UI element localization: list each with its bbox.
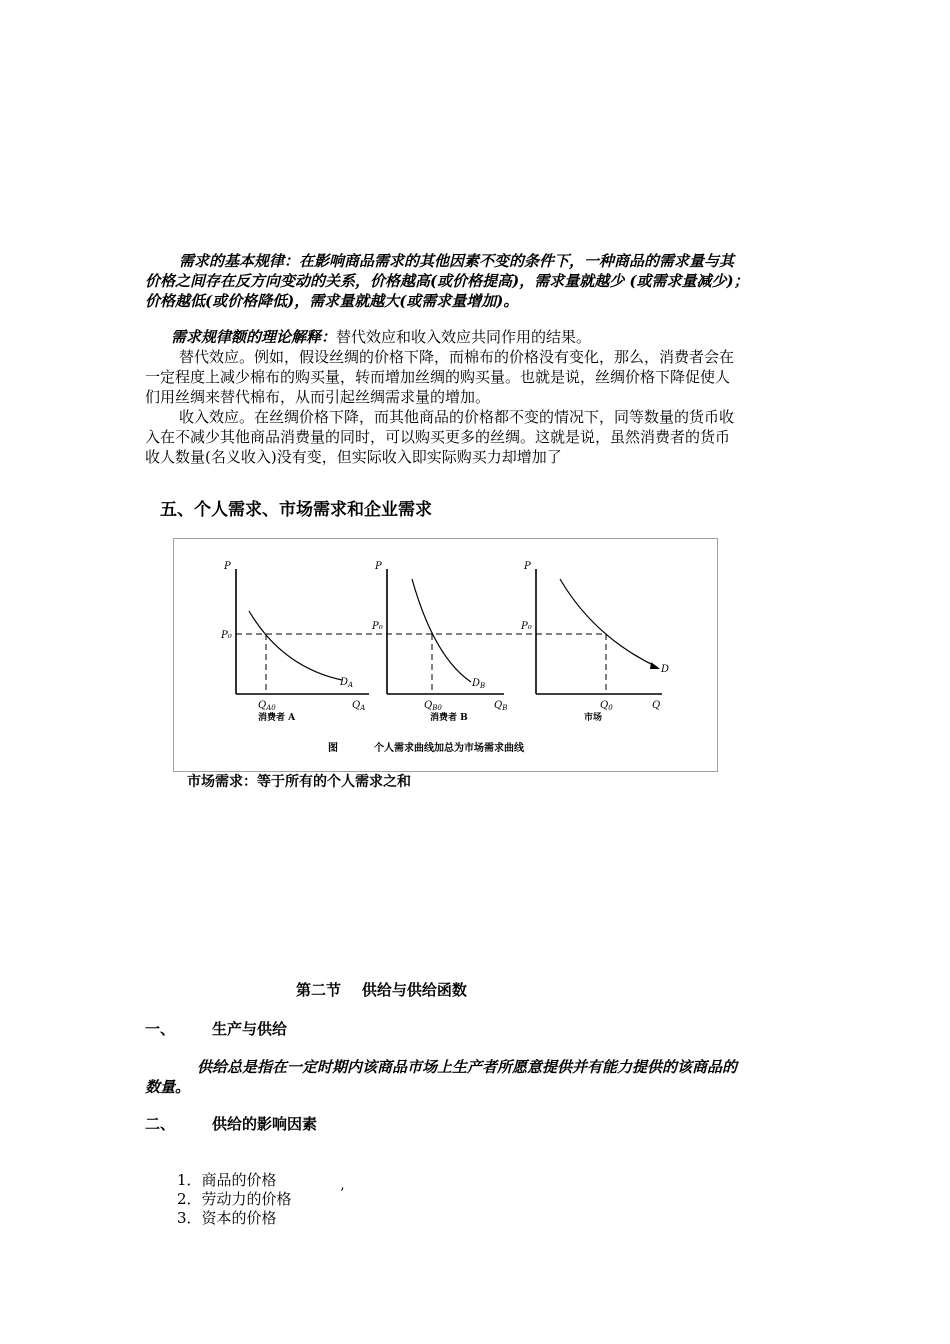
panel-consumer-a xyxy=(236,569,369,694)
figure-caption-label: 图 xyxy=(328,743,338,754)
panel-a-p0-label: P₀ xyxy=(221,630,232,641)
supply-factors-list xyxy=(177,1171,292,1228)
list-item: 2．劳动力的价格 xyxy=(177,1190,292,1208)
panel-b-curve-label xyxy=(471,678,485,690)
demand-law-block xyxy=(145,251,749,311)
section-2-number: 二、 xyxy=(145,1115,176,1133)
panel-a-qa0-label xyxy=(258,700,276,712)
demand-law-line-3: 价格越低(或价格降低)，需求量就越大(或需求量增加)。 xyxy=(145,292,519,310)
panel-c-q0-sub: 0 xyxy=(608,704,613,712)
income-line-1: 收入效应。在丝绸价格下降，而其他商品的价格都不变的情况下，同等数量的货币收 xyxy=(179,408,735,426)
panel-c-arrowhead xyxy=(650,662,660,669)
figure-caption-text: 个人需求曲线加总为市场需求曲线 xyxy=(374,743,524,754)
panel-c-p0-label: P₀ xyxy=(521,621,532,632)
income-line-2: 入在不减少其他商品消费量的同时，可以购买更多的丝绸。这就是说，虽然消费者的货币 xyxy=(145,428,731,446)
panel-consumer-b xyxy=(387,569,504,694)
supply-def-line-2: 数量。 xyxy=(145,1078,191,1096)
chapter-2-title: 第二节 供给与供给函数 xyxy=(296,981,467,999)
panel-a-curve-sub: A xyxy=(348,681,354,689)
income-line-3: 收人数量(名义收入)没有变，但实际收入即实际购买力却增加了 xyxy=(145,448,562,466)
panel-a-q-axis-label xyxy=(352,700,365,712)
panel-b-curve-sub: B xyxy=(480,682,486,690)
section-5-heading: 五、个人需求、市场需求和企业需求 xyxy=(160,500,432,520)
panel-b-p0-label: P₀ xyxy=(372,621,383,632)
supply-definition xyxy=(145,1057,737,1097)
dashed-guides xyxy=(236,634,606,694)
panel-c-name: 市场 xyxy=(584,713,603,723)
supply-def-line-1: 供给总是指在一定时期内该商品市场上生产者所愿意提供并有能力提供的该商品的 xyxy=(197,1058,738,1076)
panel-c-demand-curve xyxy=(560,579,657,667)
demand-curves-svg xyxy=(174,539,719,773)
panel-c-curve-main: D xyxy=(661,664,670,675)
demand-curves-figure xyxy=(173,538,718,772)
theory-label: 需求规律额的理论解释： xyxy=(171,328,337,346)
panel-c-q-axis-main: Q xyxy=(652,700,661,711)
panel-b-name: 消费者 B xyxy=(430,713,468,723)
panel-a-demand-curve xyxy=(249,611,342,680)
panel-b-p-label: P xyxy=(375,561,382,572)
panel-market xyxy=(536,569,662,694)
panel-c-curve-label xyxy=(660,664,669,675)
substitution-line-2: 一定程度上减少棉布的购买量，转而增加丝绸的购买量。也就是说，丝绸价格下降促使人 xyxy=(145,368,731,386)
panel-b-demand-curve xyxy=(412,579,471,682)
list-item: 1．商品的价格 xyxy=(177,1171,277,1189)
panel-b-q-axis-sub: B xyxy=(502,704,508,712)
panel-a-name: 消费者 A xyxy=(258,713,296,723)
panel-b-qb0-label xyxy=(424,700,442,712)
panel-a-qa0-sub: A0 xyxy=(266,704,276,712)
section-1-title: 生产与供给 xyxy=(212,1020,288,1038)
panel-c-q0-main: Q xyxy=(600,700,609,711)
panel-b-q-axis-label xyxy=(494,700,507,712)
panel-a-q-axis-main: Q xyxy=(352,700,361,711)
panel-c-q0-label xyxy=(600,700,613,712)
theory-text: 替代效应和收入效应共同作用的结果。 xyxy=(336,328,592,346)
panel-a-curve-main: D xyxy=(340,677,349,688)
theory-block xyxy=(145,327,734,467)
stray-mark: ’ xyxy=(340,1186,345,1202)
panel-b-qb0-main: Q xyxy=(424,700,433,711)
panel-c-p-label: P xyxy=(524,561,531,572)
demand-law-line-2: 价格之间存在反方向变动的关系，价格越高(或价格提高)，需求量就越少 (或需求量减少)； xyxy=(145,272,749,290)
section-1-number: 一、 xyxy=(145,1020,176,1038)
theory-line xyxy=(145,327,734,347)
market-demand-text: 市场需求：等于所有的个人需求之和 xyxy=(187,774,411,790)
list-item: 3．资本的价格 xyxy=(177,1209,277,1227)
panel-a-q-axis-sub: A xyxy=(360,704,366,712)
panel-c-q-axis-label xyxy=(652,700,660,711)
demand-law-line-1: 需求的基本规律：在影响商品需求的其他因素不变的条件下，一种商品的需求量与其 xyxy=(179,252,735,270)
substitution-line-1: 替代效应。例如，假设丝绸的价格下降，而棉布的价格没有变化，那么，消费者会在 xyxy=(179,348,735,366)
panel-b-q-axis-main: Q xyxy=(494,700,503,711)
panel-a-qa0-main: Q xyxy=(258,700,267,711)
panel-b-curve-main: D xyxy=(472,678,481,689)
panel-b-qb0-sub: B0 xyxy=(432,704,442,712)
panel-a-curve-label xyxy=(339,677,353,689)
section-2-title: 供给的影响因素 xyxy=(212,1115,318,1133)
substitution-line-3: 们用丝绸来替代棉布，从而引起丝绸需求量的增加。 xyxy=(145,388,491,406)
panel-a-p-label: P xyxy=(224,561,231,572)
